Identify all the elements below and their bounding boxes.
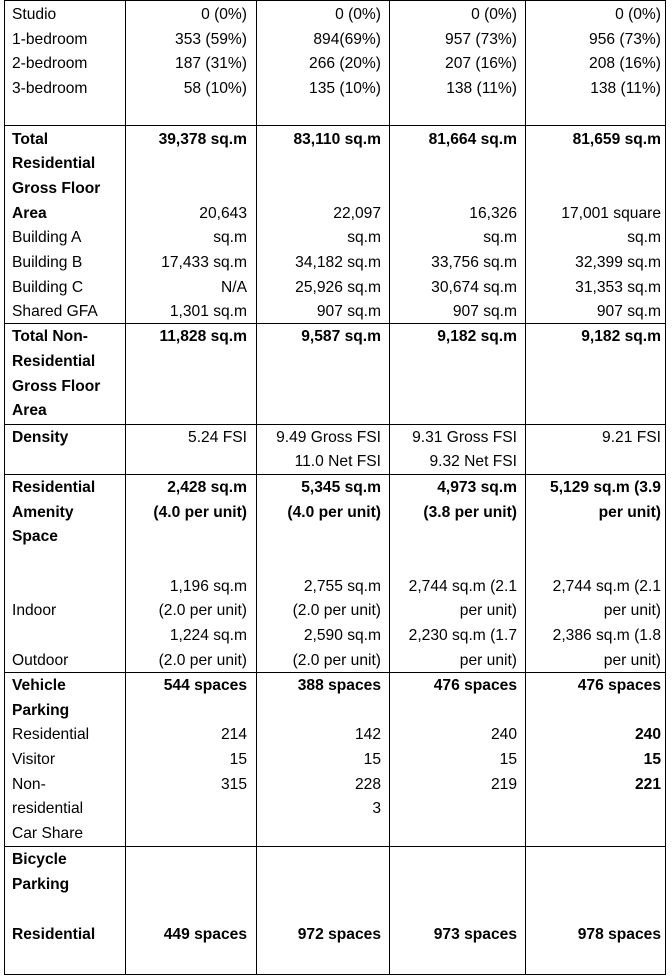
table-border <box>4 974 666 975</box>
table-cell: 894(69%) <box>313 31 381 48</box>
row-label: Space <box>12 528 58 545</box>
table-border <box>665 0 666 975</box>
table-cell: 34,182 sq.m <box>295 254 381 271</box>
table-cell: 228 <box>354 776 381 793</box>
table-cell: 0 (0%) <box>201 6 247 23</box>
table-cell: 207 (16%) <box>445 55 517 72</box>
row-label: Building C <box>12 279 84 296</box>
table-cell: 135 (10%) <box>309 80 381 97</box>
table-cell: 9,182 sq.m <box>437 328 517 345</box>
row-label: Vehicle <box>12 677 66 694</box>
table-cell: 81,659 sq.m <box>572 131 661 148</box>
table-cell: 9.32 Net FSI <box>429 453 517 470</box>
table-cell: 32,399 sq.m <box>575 254 661 271</box>
row-label: Amenity <box>12 504 74 521</box>
table-cell: 187 (31%) <box>175 55 247 72</box>
table-cell: 907 sq.m <box>452 303 517 320</box>
row-label: Building A <box>12 229 82 246</box>
table-cell: 1,301 sq.m <box>169 303 247 320</box>
table-cell: 2,386 sq.m (1.8 <box>552 627 661 644</box>
table-cell: 138 (11%) <box>590 80 661 97</box>
table-cell: 17,433 sq.m <box>161 254 247 271</box>
table-cell: (4.0 per unit) <box>153 504 247 521</box>
table-cell: (4.0 per unit) <box>287 504 381 521</box>
table-cell: 266 (20%) <box>309 55 381 72</box>
table-cell: 978 spaces <box>577 926 661 943</box>
table-cell: 221 <box>634 776 661 793</box>
row-label: Car Share <box>12 825 84 842</box>
table-cell: 2,590 sq.m <box>303 627 381 644</box>
table-cell: 2,428 sq.m <box>167 479 247 496</box>
table-cell: 2,744 sq.m (2.1 <box>552 578 661 595</box>
table-cell: 5,345 sq.m <box>301 479 381 496</box>
table-cell: 22,097 <box>333 205 381 222</box>
table-cell: 956 (73%) <box>589 31 661 48</box>
row-label: Gross Floor <box>12 378 101 395</box>
table-cell: 11.0 Net FSI <box>294 453 381 470</box>
table-cell: 81,664 sq.m <box>428 131 517 148</box>
table-cell: 4,973 sq.m <box>437 479 517 496</box>
column-divider <box>525 0 526 975</box>
table-cell: 0 (0%) <box>615 6 661 23</box>
row-label: 2-bedroom <box>12 55 88 72</box>
table-cell: 240 <box>634 726 661 743</box>
table-cell: 973 spaces <box>433 926 517 943</box>
row-label: Visitor <box>12 751 56 768</box>
row-label: Total Non- <box>12 328 88 345</box>
table-cell: 1,224 sq.m <box>169 627 247 644</box>
row-label: Shared GFA <box>12 303 98 320</box>
table-cell: 39,378 sq.m <box>158 131 247 148</box>
table-cell: 9.21 FSI <box>602 429 661 446</box>
row-divider <box>4 125 666 126</box>
table-cell: 240 <box>490 726 517 743</box>
table-border <box>4 0 5 975</box>
table-cell: 972 spaces <box>297 926 381 943</box>
table-cell: 20,643 <box>199 205 247 222</box>
table-cell: 315 <box>220 776 247 793</box>
table-cell: 58 (10%) <box>183 80 247 97</box>
row-label: Parking <box>12 876 70 893</box>
table-cell: 957 (73%) <box>445 31 517 48</box>
row-label: Indoor <box>12 602 57 619</box>
statistics-table <box>4 0 666 975</box>
table-cell: sq.m <box>483 229 517 246</box>
table-cell: 11,828 sq.m <box>159 328 247 345</box>
row-label: Residential <box>12 479 96 496</box>
table-cell: per unit) <box>459 652 517 669</box>
table-cell: per unit) <box>459 602 517 619</box>
row-label: Parking <box>12 702 70 719</box>
row-label: Outdoor <box>12 652 69 669</box>
table-cell: 1,196 sq.m <box>169 578 247 595</box>
row-label: Residential <box>12 155 96 172</box>
table-cell: 476 spaces <box>577 677 661 694</box>
table-cell: 0 (0%) <box>471 6 517 23</box>
table-cell: 219 <box>490 776 517 793</box>
table-cell: (2.0 per unit) <box>158 602 247 619</box>
table-cell: 15 <box>363 751 381 768</box>
table-cell: 208 (16%) <box>589 55 661 72</box>
table-cell: 31,353 sq.m <box>575 279 661 296</box>
table-cell: 2,755 sq.m <box>303 578 381 595</box>
table-cell: 3 <box>372 800 381 817</box>
column-divider <box>256 0 257 975</box>
table-cell: 33,756 sq.m <box>431 254 517 271</box>
row-label: Area <box>12 205 47 222</box>
row-label: 3-bedroom <box>12 80 88 97</box>
row-label: Residential <box>12 926 96 943</box>
table-cell: 2,744 sq.m (2.1 <box>408 578 517 595</box>
row-label: Non- <box>12 776 46 793</box>
table-cell: 449 spaces <box>163 926 247 943</box>
table-cell: 16,326 <box>469 205 517 222</box>
table-cell: 2,230 sq.m (1.7 <box>408 627 517 644</box>
table-cell: sq.m <box>213 229 247 246</box>
table-cell: 138 (11%) <box>446 80 517 97</box>
row-label: Total <box>12 131 49 148</box>
column-divider <box>389 0 390 975</box>
table-cell: N/A <box>221 279 247 296</box>
table-cell: (3.8 per unit) <box>423 504 517 521</box>
table-cell: 353 (59%) <box>175 31 247 48</box>
row-label: Residential <box>12 726 90 743</box>
row-label: Gross Floor <box>12 180 101 197</box>
table-cell: (2.0 per unit) <box>158 652 247 669</box>
table-cell: 9.31 Gross FSI <box>412 429 517 446</box>
table-cell: 5.24 FSI <box>188 429 247 446</box>
table-cell: 214 <box>220 726 247 743</box>
column-divider <box>125 0 126 975</box>
table-cell: 388 spaces <box>297 677 381 694</box>
table-cell: (2.0 per unit) <box>292 652 381 669</box>
table-cell: 9,182 sq.m <box>581 328 661 345</box>
row-label: Building B <box>12 254 83 271</box>
table-cell: (2.0 per unit) <box>292 602 381 619</box>
row-label: 1-bedroom <box>12 31 88 48</box>
table-border <box>4 0 666 1</box>
table-cell: 0 (0%) <box>335 6 381 23</box>
table-cell: 476 spaces <box>433 677 517 694</box>
table-cell: 544 spaces <box>163 677 247 694</box>
row-label: Density <box>12 429 69 446</box>
table-cell: 9.49 Gross FSI <box>276 429 381 446</box>
table-cell: sq.m <box>347 229 381 246</box>
table-cell: per unit) <box>603 602 661 619</box>
row-label: Studio <box>12 6 57 23</box>
table-cell: 25,926 sq.m <box>295 279 381 296</box>
table-cell: 907 sq.m <box>316 303 381 320</box>
table-cell: 15 <box>643 751 661 768</box>
table-cell: 83,110 sq.m <box>293 131 381 148</box>
table-cell: per unit) <box>598 504 661 521</box>
table-cell: sq.m <box>627 229 661 246</box>
row-divider <box>4 424 666 425</box>
table-cell: 907 sq.m <box>596 303 661 320</box>
table-cell: per unit) <box>603 652 661 669</box>
table-cell: 9,587 sq.m <box>301 328 381 345</box>
table-cell: 17,001 square <box>561 205 661 222</box>
table-cell: 15 <box>499 751 517 768</box>
table-cell: 142 <box>354 726 381 743</box>
table-cell: 15 <box>229 751 247 768</box>
table-cell: 30,674 sq.m <box>431 279 517 296</box>
table-cell: 5,129 sq.m (3.9 <box>550 479 661 496</box>
row-label: Residential <box>12 353 96 370</box>
row-label: Area <box>12 402 47 419</box>
row-label: residential <box>12 800 84 817</box>
row-label: Bicycle <box>12 851 67 868</box>
